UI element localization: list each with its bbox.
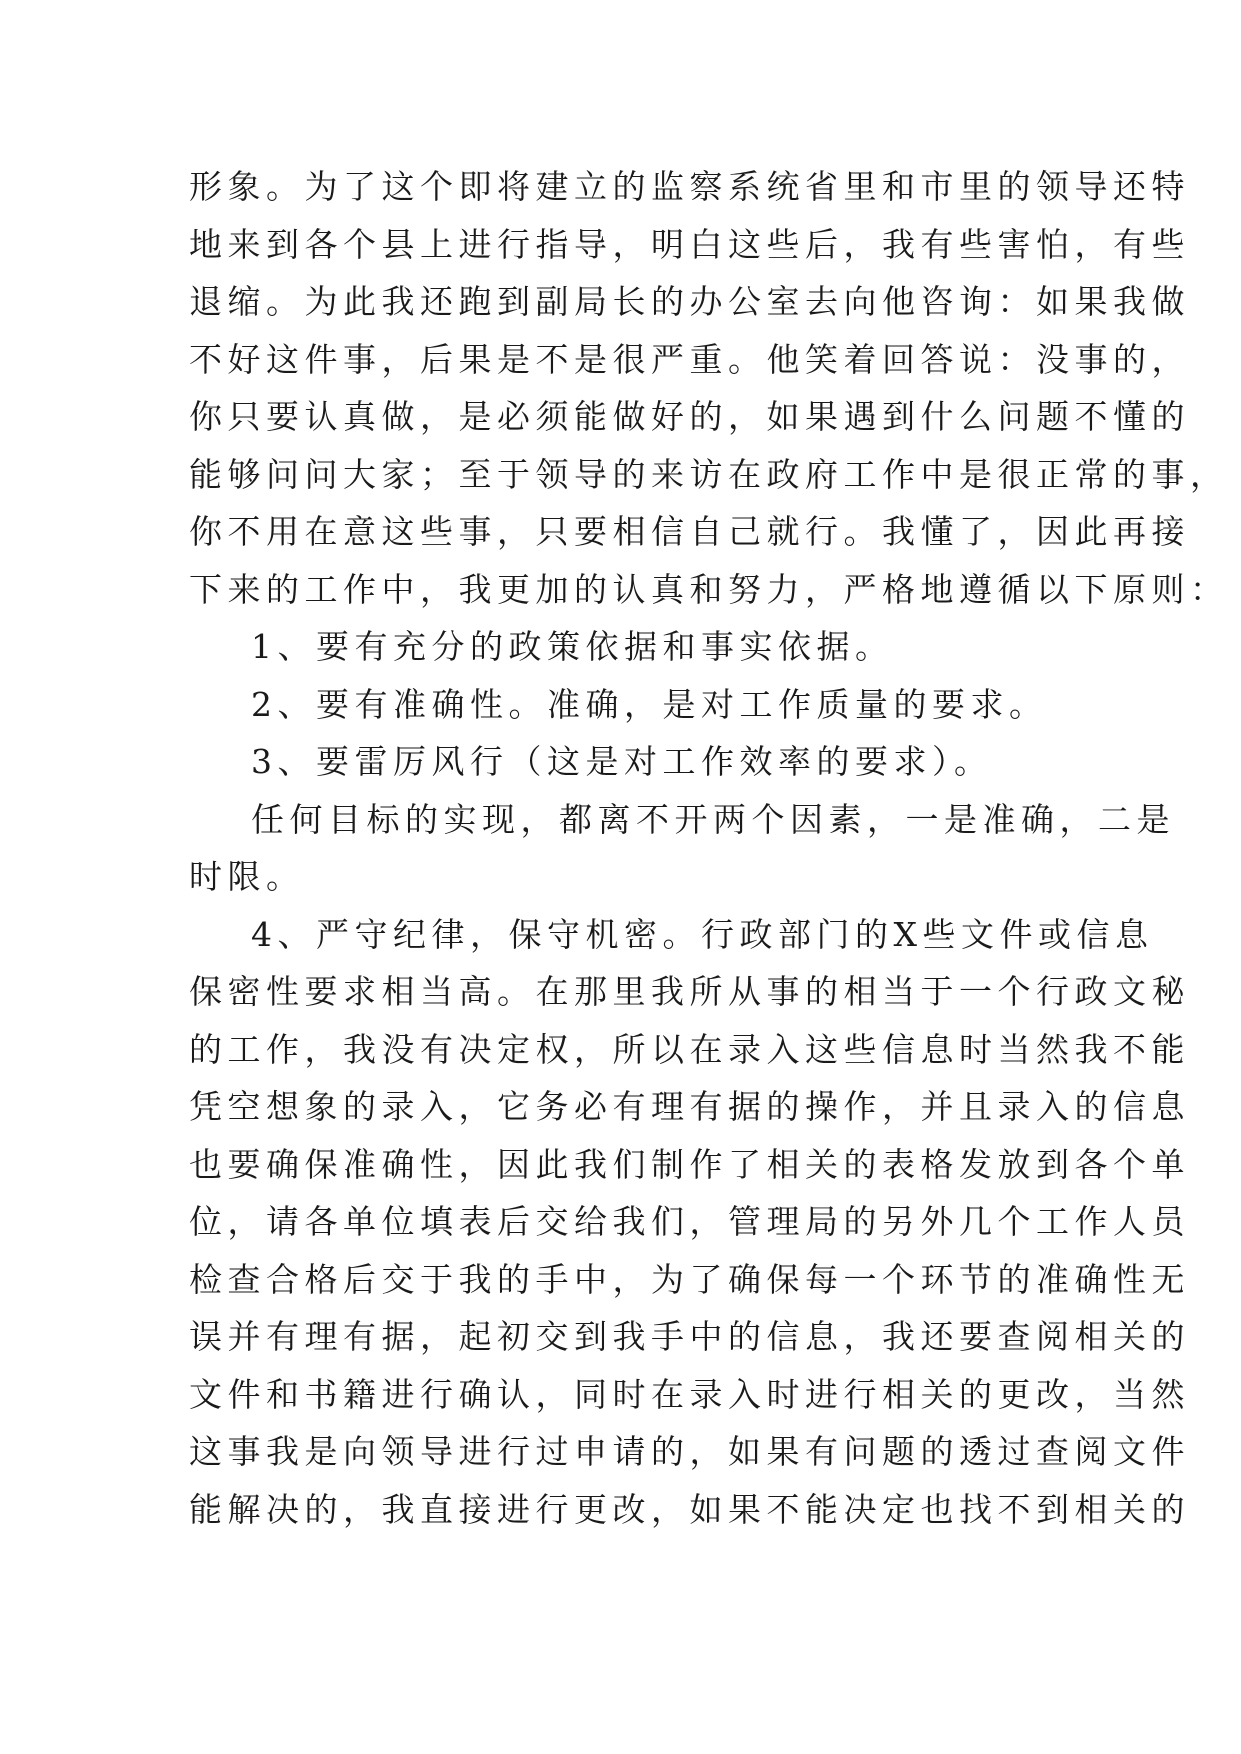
text-line: 4、严守纪律，保守机密。行政部门的X些文件或信息 (251, 914, 1154, 954)
text-line: 能够问问大家；至于领导的来访在政府工作中是很正常的事， (189, 454, 1229, 494)
text-line: 也要确保准确性，因此我们制作了相关的表格发放到各个单 (189, 1144, 1190, 1184)
text-line: 能解决的，我直接进行更改，如果不能决定也找不到相关的 (189, 1489, 1190, 1529)
text-line: 误并有理有据，起初交到我手中的信息，我还要查阅相关的 (189, 1317, 1190, 1356)
text-line: 凭空想象的录入，它务必有理有据的操作，并且录入的信息 (189, 1087, 1190, 1126)
text-line: 检查合格后交于我的手中，为了确保每一个环节的准确性无 (189, 1259, 1190, 1299)
text-line: 下来的工作中，我更加的认真和努力，严格地遵循以下原则： (189, 569, 1229, 609)
text-line: 2、要有准确性。准确，是对工作质量的要求。 (251, 684, 1048, 724)
text-line: 你不用在意这些事，只要相信自己就行。我懂了，因此再接 (189, 512, 1190, 551)
text-line: 你只要认真做，是必须能做好的，如果遇到什么问题不懂的 (189, 397, 1190, 436)
text-line: 形象。为了这个即将建立的监察系统省里和市里的领导还特 (189, 167, 1190, 206)
text-line: 的工作，我没有决定权，所以在录入这些信息时当然我不能 (189, 1029, 1190, 1069)
text-line: 时限。 (189, 857, 305, 896)
text-line: 不好这件事，后果是不是很严重。他笑着回答说：没事的， (189, 339, 1190, 379)
text-line: 这事我是向领导进行过申请的，如果有问题的透过查阅文件 (189, 1432, 1190, 1471)
text-line: 文件和书籍进行确认，同时在录入时进行相关的更改，当然 (189, 1374, 1190, 1414)
text-line: 3、要雷厉风行（这是对工作效率的要求）。 (251, 742, 993, 781)
document-body (189, 158, 1229, 1538)
text-line: 退缩。为此我还跑到副局长的办公室去向他咨询：如果我做 (189, 282, 1190, 321)
text-line: 保密性要求相当高。在那里我所从事的相当于一个行政文秘 (189, 972, 1190, 1011)
text-line: 1、要有充分的政策依据和事实依据。 (251, 627, 894, 666)
text-line: 地来到各个县上进行指导，明白这些后，我有些害怕，有些 (189, 224, 1190, 264)
text-line: 位，请各单位填表后交给我们，管理局的另外几个工作人员 (189, 1202, 1190, 1241)
text-line: 任何目标的实现，都离不开两个因素，一是准确，二是 (251, 799, 1175, 839)
